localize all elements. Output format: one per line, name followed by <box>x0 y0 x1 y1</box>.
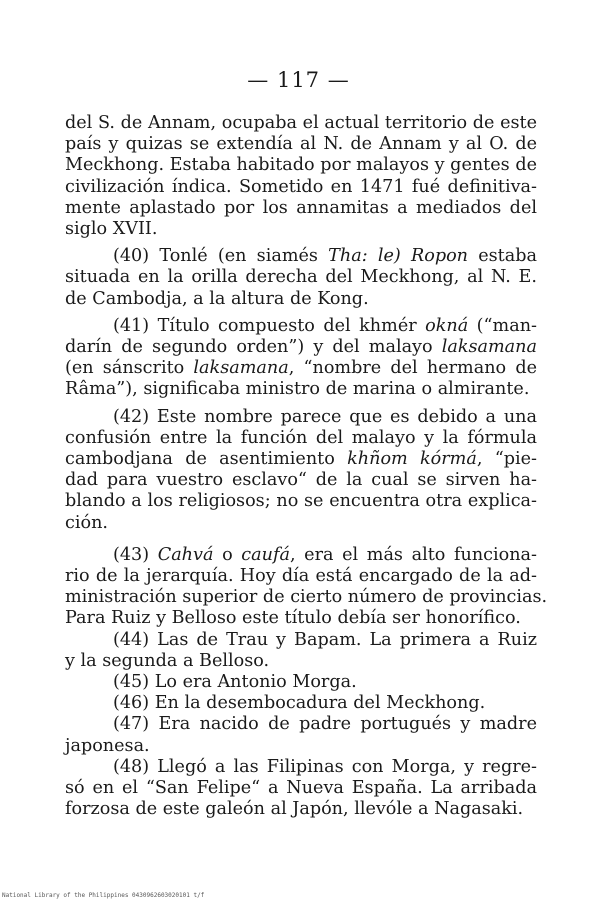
paragraph <box>65 246 537 310</box>
text-line: siglo XVII. <box>65 219 158 240</box>
text-line: ción. <box>65 512 108 533</box>
paragraph <box>65 672 537 693</box>
body-text <box>65 113 548 821</box>
text-line: Meckhong. Estaba habitado por malayos y gentes de <box>65 155 537 176</box>
text-line: y la segunda a Belloso. <box>65 650 270 671</box>
text-line: dad para vuestro esclavo“ de la cual se sirven ha- <box>65 470 537 491</box>
text-line: cambodjana de asentimiento khñom kórmá, “pie- <box>65 449 537 470</box>
paragraph <box>65 113 537 240</box>
text-line: (40) Tonlé (en siamés Tha: le) Ropon estaba <box>113 246 537 267</box>
text-line: Para Ruiz y Belloso este título debía ser honorífico. <box>65 608 521 629</box>
text-line: (42) Este nombre parece que es debido a una <box>113 406 537 427</box>
text-line: del S. de Annam, ocupaba el actual territorio de este <box>65 113 537 133</box>
page-number: — 117 — <box>247 68 350 92</box>
text-line: (46) En la desembocadura del Meckhong. <box>113 693 486 714</box>
paragraph <box>65 544 548 630</box>
italic-term: okná <box>425 315 469 336</box>
paragraph <box>65 316 537 401</box>
text-line: (45) Lo era Antonio Morga. <box>113 672 357 693</box>
text-line: país y quizas se extendía al N. de Annam y al O. de <box>65 134 537 155</box>
text-line: (48) Llegó a las Filipinas con Morga, y regre- <box>113 756 537 777</box>
italic-term: Cahvá <box>157 544 214 565</box>
text-line: (44) Las de Trau y Bapam. La primera a Ruiz <box>113 629 537 650</box>
text-line: situada en la orilla derecha del Meckhong, al N. E. <box>65 267 537 288</box>
text-line: (43) Cahvá o caufá, era el más alto funciona- <box>113 544 537 565</box>
text-line: ministración superior de cierto número de provincias. <box>65 587 548 608</box>
footer-stamp: National Library of the Philippines 0430962603020101 t/f <box>2 892 205 899</box>
text-line: (47) Era nacido de padre portugués y madre <box>113 714 537 735</box>
text-line: mente aplastado por los annamitas a mediados del <box>65 197 537 218</box>
paragraph <box>65 757 537 821</box>
text-line: de Cambodja, a la altura de Kong. <box>65 288 369 309</box>
paragraph <box>65 630 537 672</box>
italic-term: laksamana <box>441 337 537 358</box>
text-line: forzosa de este galeón al Japón, llevóle a Nagasaki. <box>65 799 524 820</box>
text-line: blando a los religiosos; no se encuentra otra explica- <box>65 491 537 512</box>
italic-term: caufá <box>241 544 290 565</box>
text-line: (41) Título compuesto del khmér okná (“man- <box>113 315 537 336</box>
text-line: darín de segundo orden”) y del malayo laksamana <box>65 337 537 358</box>
text-line: (en sánscrito laksamana, “nombre del hermano de <box>65 358 537 379</box>
text-line: civilización índica. Sometido en 1471 fué definitiva- <box>65 176 537 197</box>
paragraph <box>65 714 537 756</box>
italic-term: Tha: le) Ropon <box>328 246 469 267</box>
text-line: Râma”), significaba ministro de marina o almirante. <box>65 379 530 400</box>
italic-term: laksamana <box>193 358 289 379</box>
text-line: japonesa. <box>65 735 150 756</box>
paragraph <box>65 407 537 534</box>
text-line: confusión entre la función del malayo y la fórmula <box>65 427 537 448</box>
paragraph <box>65 693 537 714</box>
italic-term: khñom kórmá <box>347 449 477 470</box>
text-line: rio de la jerarquía. Hoy día está encargado de la ad- <box>65 566 537 587</box>
text-line: só en el “San Felipe“ a Nueva España. La arribada <box>65 778 537 799</box>
